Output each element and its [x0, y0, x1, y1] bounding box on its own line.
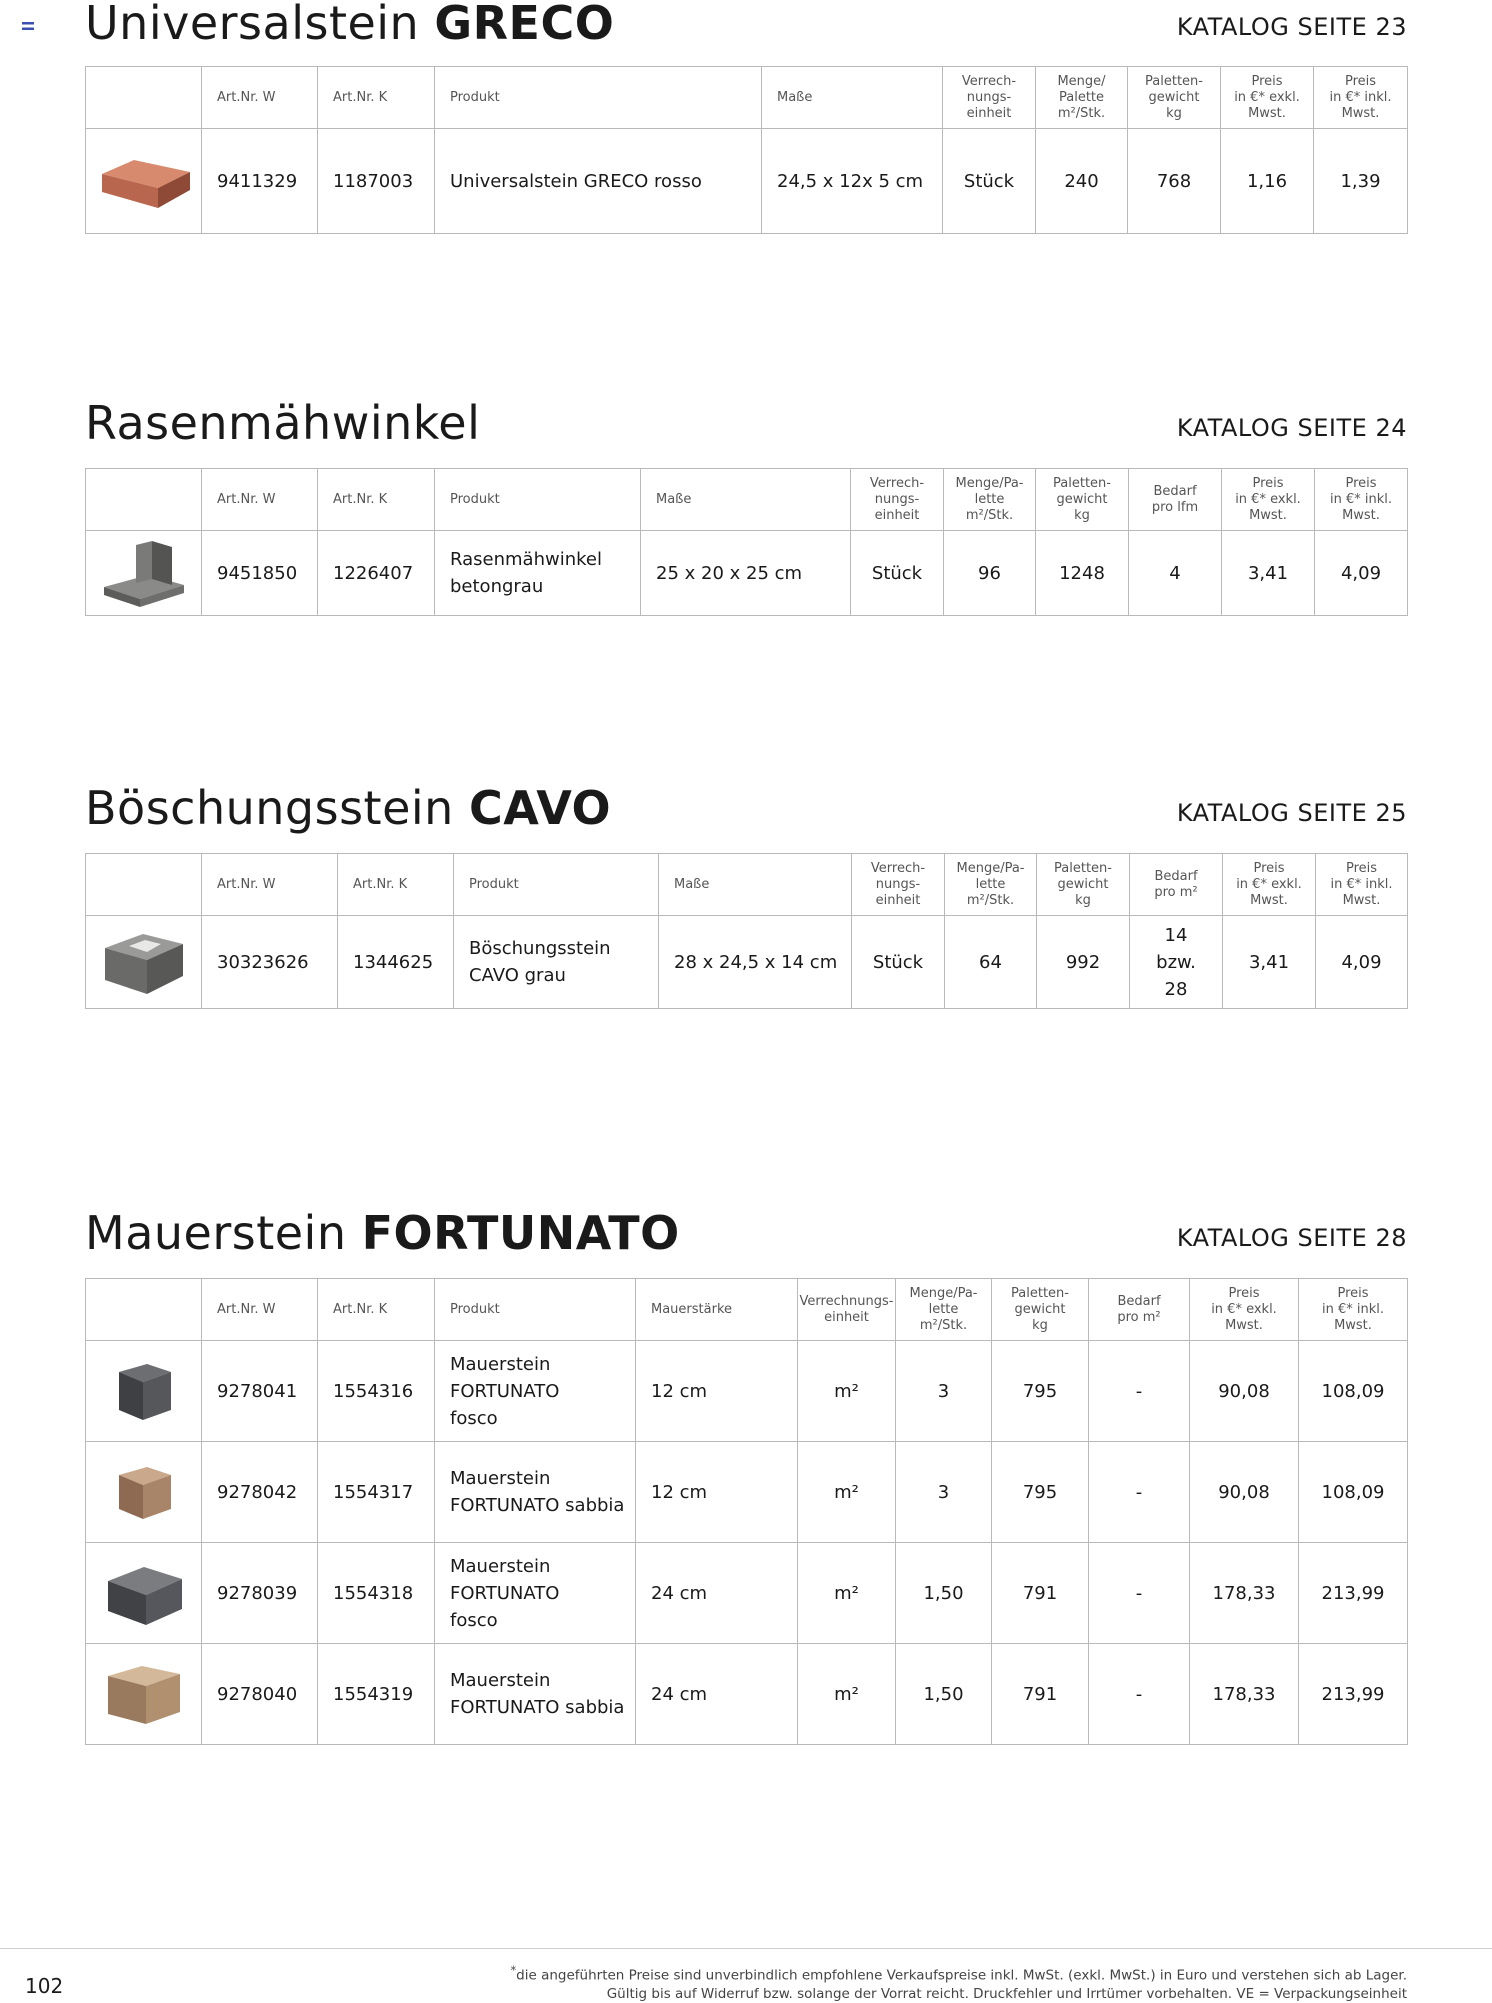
- footer-divider: [0, 1948, 1492, 1949]
- section-title: Rasenmähwinkel: [85, 396, 481, 450]
- product-table: [85, 66, 1408, 234]
- cell-masse: 24,5 x 12x 5 cm: [762, 129, 943, 234]
- cell-gewicht: 1248: [1036, 531, 1129, 616]
- cell-bedarf: -: [1089, 1341, 1190, 1442]
- cell-preis-inkl: 4,09: [1316, 916, 1408, 1009]
- cavo-stone-icon: [99, 922, 189, 1002]
- header-masse: Maße: [641, 469, 851, 531]
- cell-menge: 240: [1036, 129, 1128, 234]
- cell-artnr-k: 1554319: [318, 1644, 435, 1745]
- cell-preis-exkl: 3,41: [1222, 531, 1315, 616]
- table-row: [86, 531, 1408, 616]
- cell-preis-inkl: 1,39: [1314, 129, 1408, 234]
- section-title: Böschungsstein CAVO: [85, 781, 612, 835]
- header-preis-exkl: Preis in €* exkl. Mwst.: [1223, 854, 1316, 916]
- header-artnr-k: Art.Nr. K: [338, 854, 454, 916]
- brick-red-icon: [94, 146, 194, 216]
- header-menge: Menge/Pa- lette m²/Stk.: [944, 469, 1036, 531]
- fortunato-sabbia-wide-icon: [100, 1656, 188, 1732]
- cell-preis-exkl: 1,16: [1221, 129, 1314, 234]
- table-header-row: [86, 854, 1408, 916]
- cell-einheit: m²: [798, 1341, 896, 1442]
- angle-stone-icon: [96, 535, 192, 611]
- cell-masse: 28 x 24,5 x 14 cm: [659, 916, 852, 1009]
- cell-artnr-k: 1554316: [318, 1341, 435, 1442]
- cell-einheit: m²: [798, 1543, 896, 1644]
- cell-artnr-w: 9411329: [202, 129, 318, 234]
- header-preis-inkl: Preis in €* inkl. Mwst.: [1316, 854, 1408, 916]
- cell-artnr-k: 1554317: [318, 1442, 435, 1543]
- footnote: [447, 1962, 1407, 2003]
- cell-mauerstaerke: 24 cm: [636, 1543, 798, 1644]
- cell-artnr-k: 1187003: [318, 129, 435, 234]
- section-title: Universalstein GRECO: [85, 0, 615, 50]
- cell-einheit: m²: [798, 1644, 896, 1745]
- cell-artnr-k: 1344625: [338, 916, 454, 1009]
- cell-preis-exkl: 3,41: [1223, 916, 1316, 1009]
- header-einheit: Verrech- nungs- einheit: [852, 854, 945, 916]
- header-image: [86, 854, 202, 916]
- cell-gewicht: 795: [992, 1442, 1089, 1543]
- header-gewicht: Paletten- gewicht kg: [1128, 67, 1221, 129]
- fortunato-fosco-small-icon: [109, 1356, 179, 1426]
- header-image: [86, 67, 202, 129]
- header-masse: Maße: [659, 854, 852, 916]
- header-image: [86, 469, 202, 531]
- header-artnr-k: Art.Nr. K: [318, 469, 435, 531]
- product-image: [86, 1341, 202, 1442]
- header-menge: Menge/Pa- lette m²/Stk.: [945, 854, 1037, 916]
- cell-preis-inkl: 108,09: [1299, 1341, 1408, 1442]
- cell-artnr-w: 9278041: [202, 1341, 318, 1442]
- product-table: [85, 468, 1408, 616]
- cell-artnr-w: 30323626: [202, 916, 338, 1009]
- product-image: [86, 129, 202, 234]
- katalog-reference: KATALOG SEITE 23: [1176, 13, 1407, 41]
- header-preis-exkl: Preis in €* exkl. Mwst.: [1221, 67, 1314, 129]
- table-row: [86, 1644, 1408, 1745]
- cell-gewicht: 768: [1128, 129, 1221, 234]
- cell-artnr-w: 9278040: [202, 1644, 318, 1745]
- cell-produkt: Mauerstein FORTUNATO fosco: [435, 1341, 636, 1442]
- cell-einheit: Stück: [851, 531, 944, 616]
- product-image: [86, 1644, 202, 1745]
- header-produkt: Produkt: [435, 67, 762, 129]
- header-menge: Menge/ Palette m²/Stk.: [1036, 67, 1128, 129]
- cell-bedarf: -: [1089, 1442, 1190, 1543]
- header-einheit: Verrech- nungs- einheit: [851, 469, 944, 531]
- cell-preis-exkl: 90,08: [1190, 1442, 1299, 1543]
- cell-mauerstaerke: 12 cm: [636, 1341, 798, 1442]
- cell-menge: 3: [896, 1442, 992, 1543]
- header-artnr-w: Art.Nr. W: [202, 1279, 318, 1341]
- cell-preis-inkl: 213,99: [1299, 1543, 1408, 1644]
- footnote-line-1: *die angeführten Preise sind unverbindlich empfohlene Verkaufspreise inkl. MwSt. (exkl. MwSt.) in Euro und verstehen sich ab Lager.: [510, 1964, 1407, 1984]
- cell-preis-inkl: 213,99: [1299, 1644, 1408, 1745]
- cell-gewicht: 791: [992, 1543, 1089, 1644]
- cell-artnr-k: 1226407: [318, 531, 435, 616]
- product-table: [85, 1278, 1408, 1745]
- fortunato-sabbia-small-icon: [109, 1457, 179, 1527]
- cell-einheit: Stück: [943, 129, 1036, 234]
- cell-menge: 96: [944, 531, 1036, 616]
- cell-bedarf: 14 bzw. 28: [1130, 916, 1223, 1009]
- cell-preis-exkl: 178,33: [1190, 1543, 1299, 1644]
- fortunato-fosco-wide-icon: [102, 1555, 186, 1631]
- cell-menge: 1,50: [896, 1644, 992, 1745]
- cell-einheit: m²: [798, 1442, 896, 1543]
- product-image: [86, 1442, 202, 1543]
- cell-produkt: Mauerstein FORTUNATO sabbia: [435, 1644, 636, 1745]
- cell-preis-inkl: 108,09: [1299, 1442, 1408, 1543]
- header-bedarf: Bedarf pro m²: [1130, 854, 1223, 916]
- cell-artnr-w: 9278039: [202, 1543, 318, 1644]
- katalog-reference: KATALOG SEITE 28: [1176, 1224, 1407, 1252]
- header-masse: Maße: [762, 67, 943, 129]
- header-artnr-k: Art.Nr. K: [318, 67, 435, 129]
- cell-artnr-k: 1554318: [318, 1543, 435, 1644]
- cell-artnr-w: 9451850: [202, 531, 318, 616]
- katalog-reference: KATALOG SEITE 24: [1176, 414, 1407, 442]
- katalog-reference: KATALOG SEITE 25: [1176, 799, 1407, 827]
- cell-mauerstaerke: 12 cm: [636, 1442, 798, 1543]
- header-gewicht: Paletten- gewicht kg: [1036, 469, 1129, 531]
- header-gewicht: Paletten- gewicht kg: [1037, 854, 1130, 916]
- product-table: [85, 853, 1408, 1009]
- cell-menge: 1,50: [896, 1543, 992, 1644]
- header-produkt: Produkt: [454, 854, 659, 916]
- cell-bedarf: -: [1089, 1543, 1190, 1644]
- cell-preis-exkl: 90,08: [1190, 1341, 1299, 1442]
- cell-mauerstaerke: 24 cm: [636, 1644, 798, 1745]
- header-bedarf: Bedarf pro m²: [1089, 1279, 1190, 1341]
- cell-bedarf: 4: [1129, 531, 1222, 616]
- cell-menge: 3: [896, 1341, 992, 1442]
- page-number: 102: [25, 1974, 64, 1998]
- header-image: [86, 1279, 202, 1341]
- cell-produkt: Rasenmähwinkel betongrau: [435, 531, 641, 616]
- table-row: [86, 1442, 1408, 1543]
- header-produkt: Produkt: [435, 469, 641, 531]
- header-preis-inkl: Preis in €* inkl. Mwst.: [1315, 469, 1408, 531]
- header-einheit: Verrechnungs- einheit: [798, 1279, 896, 1341]
- header-artnr-k: Art.Nr. K: [318, 1279, 435, 1341]
- cell-preis-inkl: 4,09: [1315, 531, 1408, 616]
- cell-gewicht: 795: [992, 1341, 1089, 1442]
- header-gewicht: Paletten- gewicht kg: [992, 1279, 1089, 1341]
- header-preis-inkl: Preis in €* inkl. Mwst.: [1299, 1279, 1408, 1341]
- header-menge: Menge/Pa- lette m²/Stk.: [896, 1279, 992, 1341]
- header-preis-exkl: Preis in €* exkl. Mwst.: [1222, 469, 1315, 531]
- header-bedarf: Bedarf pro lfm: [1129, 469, 1222, 531]
- header-produkt: Produkt: [435, 1279, 636, 1341]
- header-artnr-w: Art.Nr. W: [202, 854, 338, 916]
- header-mauerstaerke: Mauerstärke: [636, 1279, 798, 1341]
- table-header-row: [86, 1279, 1408, 1341]
- table-header-row: [86, 67, 1408, 129]
- footnote-line-2: Gültig bis auf Widerruf bzw. solange der Vorrat reicht. Druckfehler und Irrtümer vorbehalten. VE = Verpackungseinheit: [606, 1985, 1407, 2002]
- cell-masse: 25 x 20 x 25 cm: [641, 531, 851, 616]
- cell-produkt: Mauerstein FORTUNATO fosco: [435, 1543, 636, 1644]
- table-header-row: [86, 469, 1408, 531]
- table-row: [86, 1341, 1408, 1442]
- cell-menge: 64: [945, 916, 1037, 1009]
- header-preis-inkl: Preis in €* inkl. Mwst.: [1314, 67, 1408, 129]
- cell-produkt: Mauerstein FORTUNATO sabbia: [435, 1442, 636, 1543]
- section-title: Mauerstein FORTUNATO: [85, 1206, 680, 1260]
- table-row: [86, 916, 1408, 1009]
- header-preis-exkl: Preis in €* exkl. Mwst.: [1190, 1279, 1299, 1341]
- header-artnr-w: Art.Nr. W: [202, 67, 318, 129]
- cell-produkt: Universalstein GRECO rosso: [435, 129, 762, 234]
- cell-produkt: Böschungsstein CAVO grau: [454, 916, 659, 1009]
- cell-gewicht: 791: [992, 1644, 1089, 1745]
- header-einheit: Verrech- nungs- einheit: [943, 67, 1036, 129]
- product-image: [86, 916, 202, 1009]
- flag-icon: [22, 22, 34, 30]
- cell-bedarf: -: [1089, 1644, 1190, 1745]
- product-image: [86, 1543, 202, 1644]
- table-row: [86, 1543, 1408, 1644]
- cell-einheit: Stück: [852, 916, 945, 1009]
- header-artnr-w: Art.Nr. W: [202, 469, 318, 531]
- table-row: [86, 129, 1408, 234]
- cell-artnr-w: 9278042: [202, 1442, 318, 1543]
- cell-gewicht: 992: [1037, 916, 1130, 1009]
- product-image: [86, 531, 202, 616]
- cell-preis-exkl: 178,33: [1190, 1644, 1299, 1745]
